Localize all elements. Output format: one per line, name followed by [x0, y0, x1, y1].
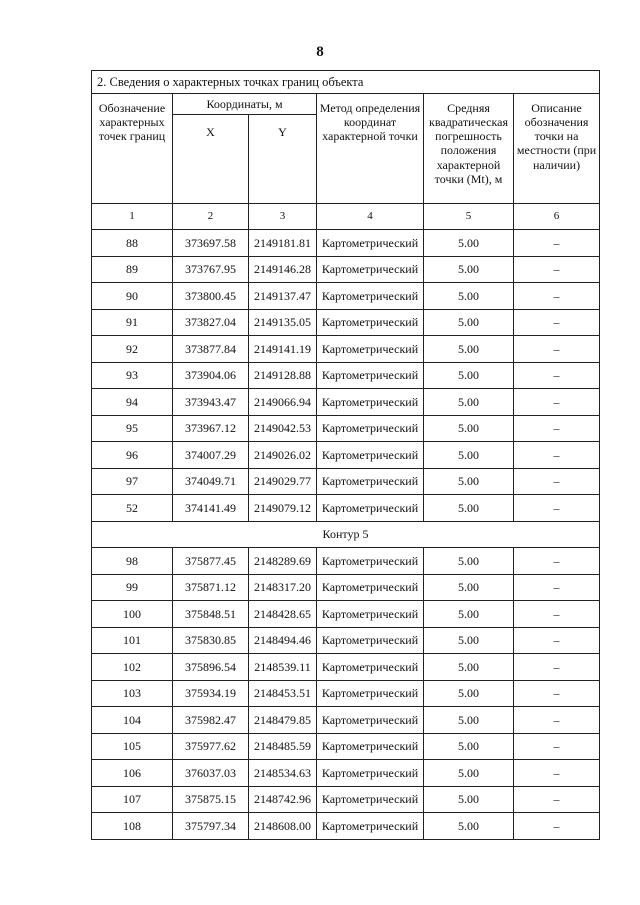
point-number: 89: [92, 256, 173, 283]
point-number: 93: [92, 362, 173, 389]
coord-x: 375934.19: [173, 680, 249, 707]
coord-y: 2148317.20: [249, 574, 317, 601]
coord-x: 374141.49: [173, 495, 249, 522]
coord-x: 375982.47: [173, 707, 249, 734]
table-row: [92, 495, 600, 522]
coord-y: 2148742.96: [249, 786, 317, 813]
coord-y: 2148539.11: [249, 654, 317, 681]
table-row: [92, 256, 600, 283]
table-row: [92, 362, 600, 389]
table-row: [92, 601, 600, 628]
page-number: 8: [316, 44, 324, 60]
accuracy-cell: 5.00: [424, 495, 514, 522]
accuracy-cell: 5.00: [424, 654, 514, 681]
point-number: 100: [92, 601, 173, 628]
table-row: [92, 468, 600, 495]
description-cell: –: [514, 362, 600, 389]
contour-row: [92, 521, 600, 548]
accuracy-cell: 5.00: [424, 336, 514, 363]
accuracy-cell: 5.00: [424, 309, 514, 336]
description-cell: –: [514, 336, 600, 363]
method-cell: Картометрический: [317, 627, 424, 654]
coord-y: 2148289.69: [249, 548, 317, 575]
table-row: [92, 680, 600, 707]
header-row: [92, 94, 600, 115]
table-row: [92, 336, 600, 363]
header-point-designation: Обозначение характерных точек границ: [92, 94, 173, 204]
description-cell: –: [514, 389, 600, 416]
coord-y: 2149128.88: [249, 362, 317, 389]
table-row: [92, 442, 600, 469]
method-cell: Картометрический: [317, 415, 424, 442]
point-number: 105: [92, 733, 173, 760]
header-accuracy: Средняя квадратическая погрешность положения характерной точки (Mt), м: [424, 94, 514, 204]
method-cell: Картометрический: [317, 813, 424, 840]
coord-x: 373827.04: [173, 309, 249, 336]
accuracy-cell: 5.00: [424, 707, 514, 734]
point-number: 88: [92, 230, 173, 257]
method-cell: Картометрический: [317, 309, 424, 336]
method-cell: Картометрический: [317, 468, 424, 495]
coord-x: 373767.95: [173, 256, 249, 283]
accuracy-cell: 5.00: [424, 548, 514, 575]
method-cell: Картометрический: [317, 733, 424, 760]
method-cell: Картометрический: [317, 442, 424, 469]
coord-x: 373967.12: [173, 415, 249, 442]
accuracy-cell: 5.00: [424, 442, 514, 469]
point-number: 94: [92, 389, 173, 416]
column-number: 2: [173, 204, 249, 230]
point-number: 106: [92, 760, 173, 787]
point-number: 98: [92, 548, 173, 575]
header-method: Метод определения координат характерной точки: [317, 94, 424, 204]
accuracy-cell: 5.00: [424, 786, 514, 813]
coord-y: 2149079.12: [249, 495, 317, 522]
description-cell: –: [514, 230, 600, 257]
point-number: 96: [92, 442, 173, 469]
description-cell: –: [514, 760, 600, 787]
description-cell: –: [514, 548, 600, 575]
table-row: [92, 309, 600, 336]
table-row: [92, 707, 600, 734]
table-row: [92, 230, 600, 257]
coord-x: 375877.45: [173, 548, 249, 575]
coord-y: 2149135.05: [249, 309, 317, 336]
description-cell: –: [514, 654, 600, 681]
description-cell: –: [514, 574, 600, 601]
description-cell: –: [514, 442, 600, 469]
table-row: [92, 548, 600, 575]
coord-x: 373800.45: [173, 283, 249, 310]
header-x: X: [173, 115, 249, 204]
coord-y: 2148428.65: [249, 601, 317, 628]
accuracy-cell: 5.00: [424, 468, 514, 495]
method-cell: Картометрический: [317, 760, 424, 787]
description-cell: –: [514, 680, 600, 707]
description-cell: –: [514, 309, 600, 336]
table-row: [92, 760, 600, 787]
table-row: [92, 813, 600, 840]
column-number: 4: [317, 204, 424, 230]
method-cell: Картометрический: [317, 389, 424, 416]
accuracy-cell: 5.00: [424, 760, 514, 787]
contour-label: Контур 5: [92, 521, 600, 548]
description-cell: –: [514, 601, 600, 628]
accuracy-cell: 5.00: [424, 362, 514, 389]
coord-x: 373943.47: [173, 389, 249, 416]
accuracy-cell: 5.00: [424, 813, 514, 840]
accuracy-cell: 5.00: [424, 415, 514, 442]
point-number: 99: [92, 574, 173, 601]
coord-y: 2149026.02: [249, 442, 317, 469]
point-number: 95: [92, 415, 173, 442]
accuracy-cell: 5.00: [424, 574, 514, 601]
coord-y: 2148479.85: [249, 707, 317, 734]
accuracy-cell: 5.00: [424, 283, 514, 310]
point-number: 52: [92, 495, 173, 522]
coord-y: 2148534.63: [249, 760, 317, 787]
coord-x: 375830.85: [173, 627, 249, 654]
method-cell: Картометрический: [317, 680, 424, 707]
coord-x: 373697.58: [173, 230, 249, 257]
accuracy-cell: 5.00: [424, 733, 514, 760]
accuracy-cell: 5.00: [424, 256, 514, 283]
table-row: [92, 389, 600, 416]
table-row: [92, 733, 600, 760]
point-number: 97: [92, 468, 173, 495]
section-title: 2. Сведения о характерных точках границ объекта: [92, 71, 600, 94]
table-row: [92, 415, 600, 442]
coord-x: 375875.15: [173, 786, 249, 813]
coord-x: 375848.51: [173, 601, 249, 628]
method-cell: Картометрический: [317, 362, 424, 389]
point-number: 103: [92, 680, 173, 707]
coord-y: 2148608.00: [249, 813, 317, 840]
method-cell: Картометрический: [317, 283, 424, 310]
accuracy-cell: 5.00: [424, 627, 514, 654]
boundary-points-table: [91, 70, 600, 840]
method-cell: Картометрический: [317, 256, 424, 283]
coord-x: 375977.62: [173, 733, 249, 760]
coord-y: 2149141.19: [249, 336, 317, 363]
accuracy-cell: 5.00: [424, 230, 514, 257]
description-cell: –: [514, 495, 600, 522]
point-number: 92: [92, 336, 173, 363]
coord-y: 2149066.94: [249, 389, 317, 416]
column-number: 1: [92, 204, 173, 230]
coord-y: 2148485.59: [249, 733, 317, 760]
column-number: 3: [249, 204, 317, 230]
table-row: [92, 574, 600, 601]
coord-y: 2149042.53: [249, 415, 317, 442]
description-cell: –: [514, 813, 600, 840]
description-cell: –: [514, 256, 600, 283]
point-number: 108: [92, 813, 173, 840]
header-y: Y: [249, 115, 317, 204]
point-number: 91: [92, 309, 173, 336]
point-number: 107: [92, 786, 173, 813]
method-cell: Картометрический: [317, 707, 424, 734]
accuracy-cell: 5.00: [424, 601, 514, 628]
description-cell: –: [514, 707, 600, 734]
column-numbers-row: [92, 204, 600, 230]
coord-y: 2149029.77: [249, 468, 317, 495]
table-row: [92, 786, 600, 813]
description-cell: –: [514, 415, 600, 442]
point-number: 90: [92, 283, 173, 310]
coord-y: 2149181.81: [249, 230, 317, 257]
description-cell: –: [514, 786, 600, 813]
description-cell: –: [514, 627, 600, 654]
description-cell: –: [514, 468, 600, 495]
section-title-row: [92, 71, 600, 94]
coord-y: 2148494.46: [249, 627, 317, 654]
description-cell: –: [514, 733, 600, 760]
table-row: [92, 283, 600, 310]
coord-x: 375896.54: [173, 654, 249, 681]
header-description: Описание обозначения точки на местности (при наличии): [514, 94, 600, 204]
description-cell: –: [514, 283, 600, 310]
header-coordinates: Координаты, м: [173, 94, 317, 115]
coord-y: 2149146.28: [249, 256, 317, 283]
method-cell: Картометрический: [317, 654, 424, 681]
method-cell: Картометрический: [317, 601, 424, 628]
point-number: 102: [92, 654, 173, 681]
method-cell: Картометрический: [317, 574, 424, 601]
table-row: [92, 654, 600, 681]
method-cell: Картометрический: [317, 548, 424, 575]
coord-x: 375871.12: [173, 574, 249, 601]
method-cell: Картометрический: [317, 336, 424, 363]
table-row: [92, 627, 600, 654]
method-cell: Картометрический: [317, 786, 424, 813]
column-number: 5: [424, 204, 514, 230]
method-cell: Картометрический: [317, 230, 424, 257]
coord-x: 373877.84: [173, 336, 249, 363]
point-number: 101: [92, 627, 173, 654]
coord-x: 374049.71: [173, 468, 249, 495]
accuracy-cell: 5.00: [424, 680, 514, 707]
coord-x: 375797.34: [173, 813, 249, 840]
coord-x: 373904.06: [173, 362, 249, 389]
method-cell: Картометрический: [317, 495, 424, 522]
coord-x: 374007.29: [173, 442, 249, 469]
coord-y: 2148453.51: [249, 680, 317, 707]
accuracy-cell: 5.00: [424, 389, 514, 416]
point-number: 104: [92, 707, 173, 734]
coord-y: 2149137.47: [249, 283, 317, 310]
coord-x: 376037.03: [173, 760, 249, 787]
column-number: 6: [514, 204, 600, 230]
